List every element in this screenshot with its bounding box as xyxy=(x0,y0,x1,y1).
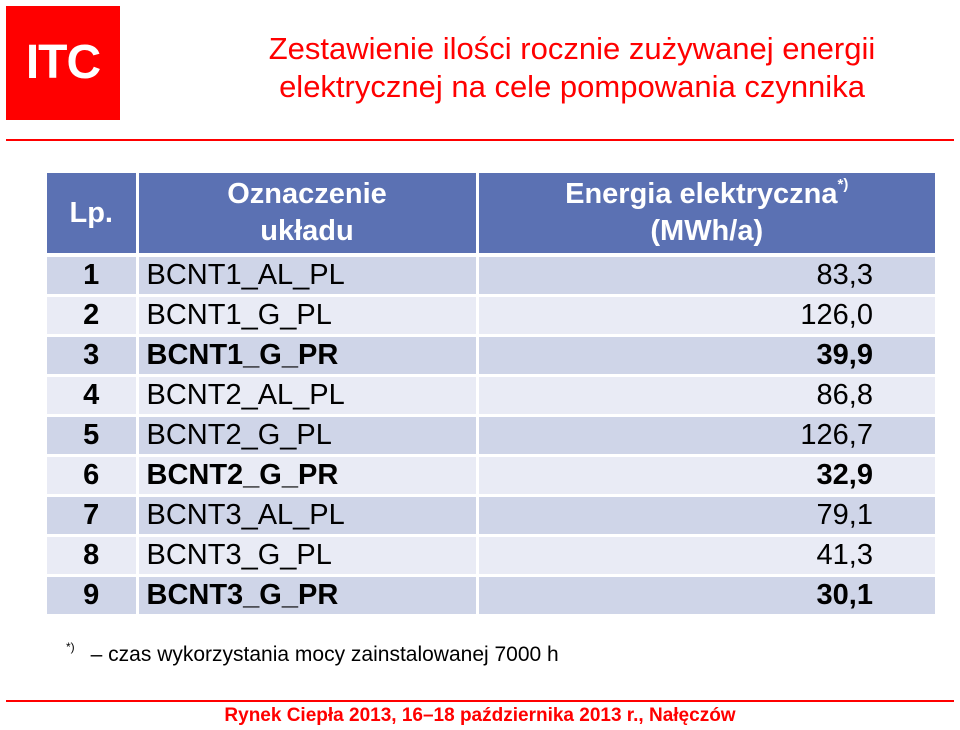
footnote-marker: *) xyxy=(66,640,75,654)
row-value: 79,1 xyxy=(477,496,935,536)
row-lp: 4 xyxy=(47,376,137,416)
row-name: BCNT3_G_PL xyxy=(137,536,477,576)
header-name-line-2: układu xyxy=(260,215,354,247)
row-lp: 2 xyxy=(47,296,137,336)
table-row xyxy=(47,496,935,536)
header-value-line-1 xyxy=(479,176,936,213)
logo-text: ITC xyxy=(25,36,101,89)
row-name: BCNT1_G_PR xyxy=(137,336,477,376)
itc-logo xyxy=(6,6,120,120)
footnote-text: – czas wykorzystania mocy zainstalowanej 7000 h xyxy=(90,643,559,666)
bottom-divider xyxy=(6,700,954,702)
row-lp: 8 xyxy=(47,536,137,576)
table-row xyxy=(47,416,935,456)
row-lp: 5 xyxy=(47,416,137,456)
table-row xyxy=(47,376,935,416)
row-value: 126,0 xyxy=(477,296,935,336)
row-value: 83,3 xyxy=(477,255,935,296)
row-name: BCNT1_G_PL xyxy=(137,296,477,336)
row-name: BCNT3_AL_PL xyxy=(137,496,477,536)
row-value: 39,9 xyxy=(477,336,935,376)
row-name: BCNT3_G_PR xyxy=(137,576,477,616)
footnote xyxy=(66,640,559,667)
header-lp xyxy=(47,173,137,255)
row-name: BCNT2_G_PR xyxy=(137,456,477,496)
row-lp: 1 xyxy=(47,255,137,296)
table-header-row xyxy=(47,173,935,255)
footer-caption: Rynek Ciepła 2013, 16–18 października 2013 r., Nałęczów xyxy=(224,705,736,726)
row-value: 86,8 xyxy=(477,376,935,416)
table-row xyxy=(47,536,935,576)
header-name xyxy=(137,173,477,255)
row-lp: 6 xyxy=(47,456,137,496)
title-line-2: elektrycznej na cele pompowania czynnika xyxy=(279,69,865,104)
table-row xyxy=(47,456,935,496)
row-value: 32,9 xyxy=(477,456,935,496)
top-divider xyxy=(6,139,954,141)
table-row xyxy=(47,336,935,376)
slide-title xyxy=(222,30,922,106)
row-value: 126,7 xyxy=(477,416,935,456)
energy-table xyxy=(47,173,935,617)
row-lp: 9 xyxy=(47,576,137,616)
header-value-line-2: (MWh/a) xyxy=(650,215,764,247)
header-lp-label: Lp. xyxy=(69,196,113,229)
table-row xyxy=(47,576,935,616)
row-name: BCNT2_G_PL xyxy=(137,416,477,456)
row-name: BCNT2_AL_PL xyxy=(137,376,477,416)
header-value-footnote-marker: *) xyxy=(837,176,849,193)
header-value xyxy=(477,173,935,255)
row-lp: 3 xyxy=(47,336,137,376)
row-lp: 7 xyxy=(47,496,137,536)
row-value: 41,3 xyxy=(477,536,935,576)
header-value-label: Energia elektryczna xyxy=(565,178,838,210)
table-row xyxy=(47,296,935,336)
title-line-1: Zestawienie ilości rocznie zużywanej energii xyxy=(268,31,876,66)
row-name: BCNT1_AL_PL xyxy=(137,255,477,296)
header-name-line-1: Oznaczenie xyxy=(227,178,387,210)
row-value: 30,1 xyxy=(477,576,935,616)
table-row xyxy=(47,255,935,296)
